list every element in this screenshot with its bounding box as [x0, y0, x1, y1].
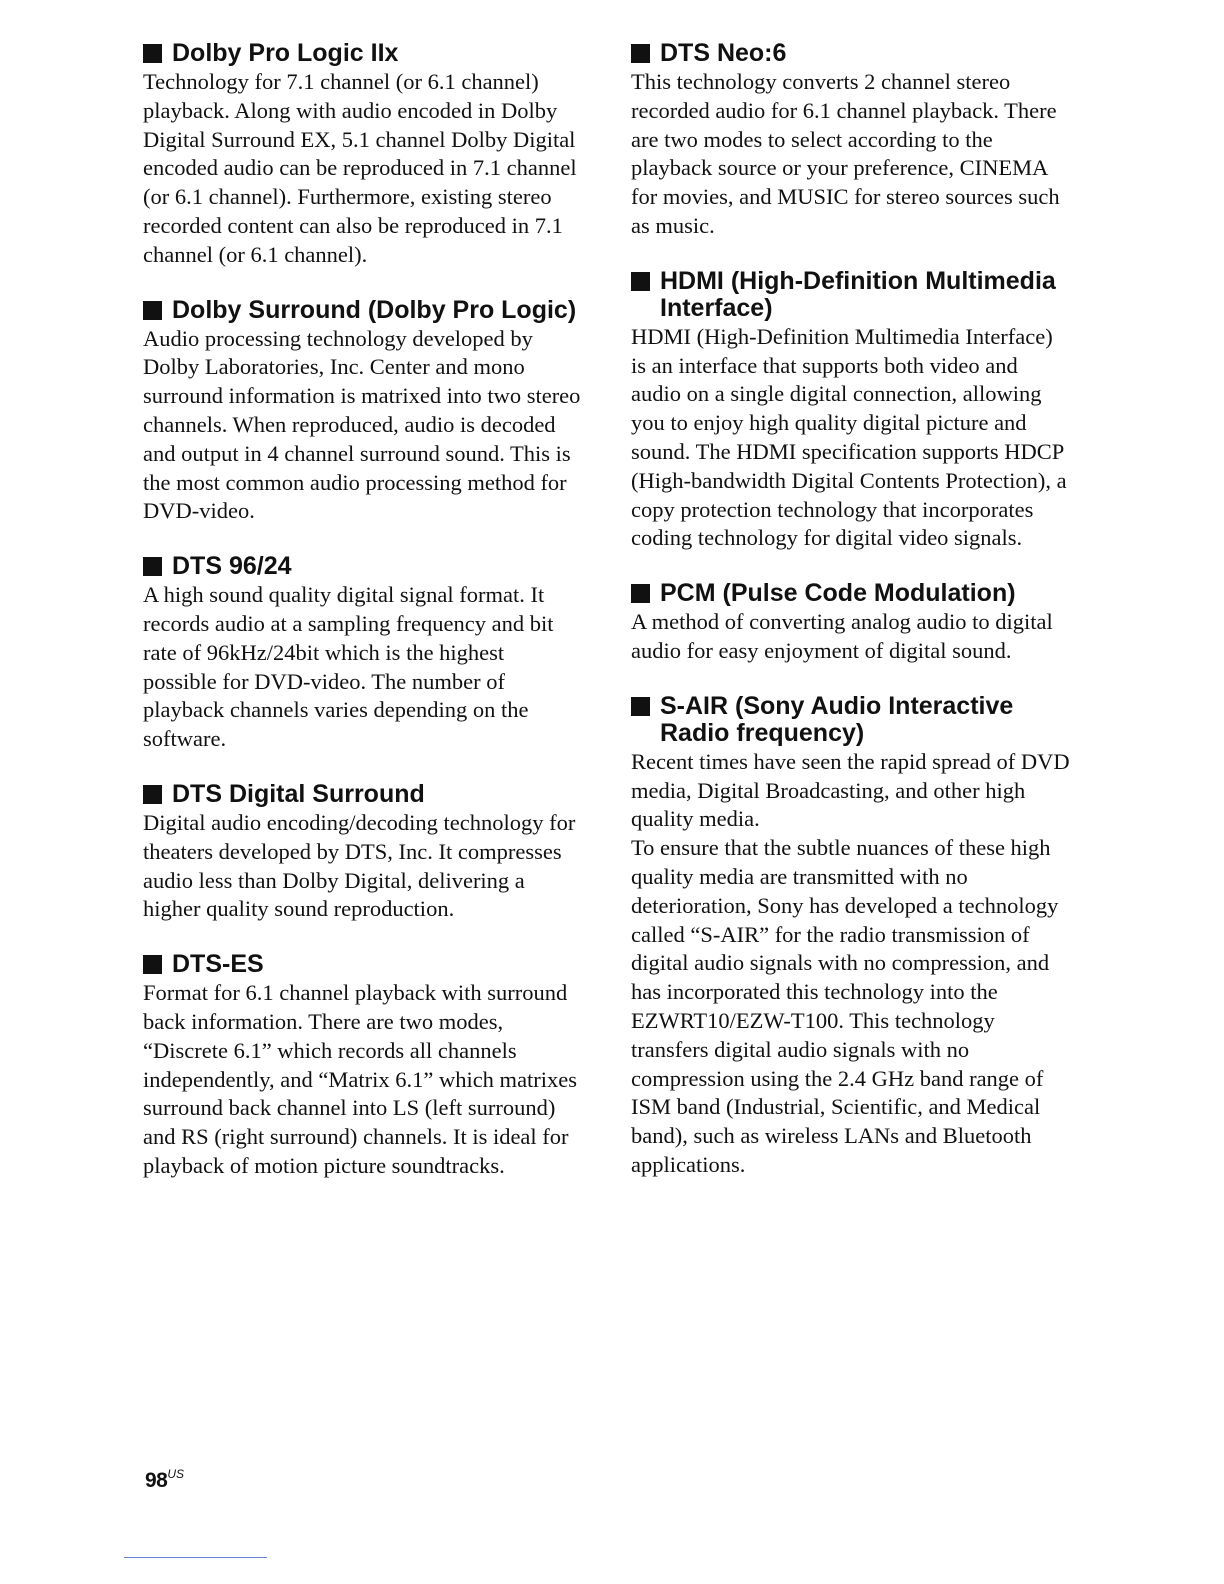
entry-paragraph: Digital audio encoding/decoding technology for theaters developed by DTS, Inc. It compresses audio less than Dolby Digital, delivering a higher quality sound reproduction.: [143, 809, 576, 922]
entry-heading: [143, 553, 583, 580]
entry-heading-text: DTS Digital Surround: [172, 779, 425, 808]
entry-body: [143, 979, 583, 1181]
page-number-value: 98: [145, 1469, 168, 1492]
glossary-entry-dts-digital-surround: [143, 781, 583, 924]
entry-body: [631, 748, 1071, 1180]
square-bullet-icon: [631, 697, 650, 716]
entry-paragraph: A high sound quality digital signal format. It records audio at a sampling frequency and bit rate of 96kHz/24bit which is the highest possible for DVD-video. The number of playback channels varies depending on the software.: [143, 582, 554, 752]
entry-heading-text: DTS-ES: [172, 950, 264, 979]
square-bullet-icon: [631, 272, 650, 291]
right-column: [631, 40, 1071, 1207]
entry-body: [631, 68, 1071, 241]
glossary-entry-dts-es: [143, 951, 583, 1181]
entry-paragraph: Technology for 7.1 channel (or 6.1 channel) playback. Along with audio encoded in Dolby Digital Surround EX, 5.1 channel Dolby Digital encoded audio can be reproduced in 7.1 channel (or 6.1 channel). Furthermore, existing stereo recorded content can also be reproduced in 7.1 channel (or 6.1 channel).: [143, 69, 577, 267]
square-bullet-icon: [631, 44, 650, 63]
entry-body: [631, 608, 1071, 666]
entry-heading-text: HDMI (High-Definition Multimedia Interface): [660, 266, 1056, 322]
entry-body: [143, 809, 583, 924]
entry-body: [143, 581, 583, 754]
entry-heading-text: DTS Neo:6: [660, 39, 787, 67]
glossary-entry-s-air: [631, 693, 1071, 1180]
entry-heading-text: Dolby Surround (Dolby Pro Logic): [172, 295, 577, 324]
left-column: [143, 40, 583, 1208]
entry-heading: [143, 297, 583, 324]
entry-heading: [631, 580, 1071, 607]
entry-body: [143, 325, 583, 527]
entry-paragraph: A method of converting analog audio to digital audio for easy enjoyment of digital sound.: [631, 609, 1053, 663]
square-bullet-icon: [143, 955, 162, 974]
glossary-entry-hdmi: [631, 268, 1071, 553]
glossary-entry-dts-neo6: [631, 40, 1071, 241]
entry-heading: [631, 40, 1071, 67]
entry-heading: [143, 781, 583, 808]
entry-heading-text: DTS 96/24: [172, 552, 292, 581]
footer-divider: [124, 1557, 267, 1558]
entry-paragraph: Audio processing technology developed by Dolby Laboratories, Inc. Center and mono surround information is matrixed into two stereo channels. When reproduced, audio is decoded and output in 4 channel surround sound. This is the most common audio processing method for DVD-video.: [143, 325, 581, 524]
entry-body: [143, 68, 583, 270]
glossary-entry-dolby-pro-logic-iix: [143, 40, 583, 270]
entry-paragraph: This technology converts 2 channel stereo recorded audio for 6.1 channel playback. There are two modes to select according to the playback source or your preference, CINEMA for movies, and MUSIC for stereo sources such as music.: [631, 69, 1060, 238]
square-bullet-icon: [143, 44, 162, 63]
entry-paragraph: Recent times have seen the rapid spread of DVD media, Digital Broadcasting, and other high quality media.: [631, 748, 1070, 832]
entry-heading: [631, 268, 1071, 322]
square-bullet-icon: [143, 557, 162, 576]
glossary-entry-dolby-surround: [143, 297, 583, 527]
entry-heading: [631, 693, 1071, 747]
entry-heading-text: PCM (Pulse Code Modulation): [660, 579, 1016, 608]
page-number: [145, 1469, 184, 1493]
square-bullet-icon: [631, 584, 650, 603]
entry-paragraph: To ensure that the subtle nuances of these high quality media are transmitted with no deterioration, Sony has developed a technology called “S-AIR” for the radio transmission of digital audio signals with no compression, and has incorporated this technology into the EZWRT10/EZW-T100. This technology transfers digital audio signals with no compression using the 2.4 GHz band range of ISM band (Industrial, Scientific, and Medical band), such as wireless LANs and Bluetooth applications.: [631, 835, 1059, 1177]
square-bullet-icon: [143, 301, 162, 320]
glossary-entry-dts-96-24: [143, 553, 583, 754]
entry-paragraph: HDMI (High-Definition Multimedia Interface) is an interface that supports both video and audio on a single digital connection, allowing you to enjoy high quality digital picture and sound. The HDMI specification supports HDCP (High-bandwidth Digital Contents Protection), a copy protection technology that incorporates coding technology for digital video signals.: [631, 323, 1067, 551]
region-code: US: [167, 1467, 185, 1481]
entry-heading: [143, 951, 583, 978]
square-bullet-icon: [143, 785, 162, 804]
entry-heading-text: S-AIR (Sony Audio Interactive Radio frequency): [660, 691, 1014, 747]
glossary-entry-pcm: [631, 580, 1071, 666]
entry-body: [631, 323, 1071, 553]
entry-heading: [143, 40, 583, 67]
entry-paragraph: Format for 6.1 channel playback with surround back information. There are two modes, “Discrete 6.1” which records all channels independently, and “Matrix 6.1” which matrixes surround back channel into LS (left surround) and RS (right surround) channels. It is ideal for playback of motion picture soundtracks.: [143, 980, 578, 1178]
entry-heading-text: Dolby Pro Logic IIx: [172, 39, 399, 67]
